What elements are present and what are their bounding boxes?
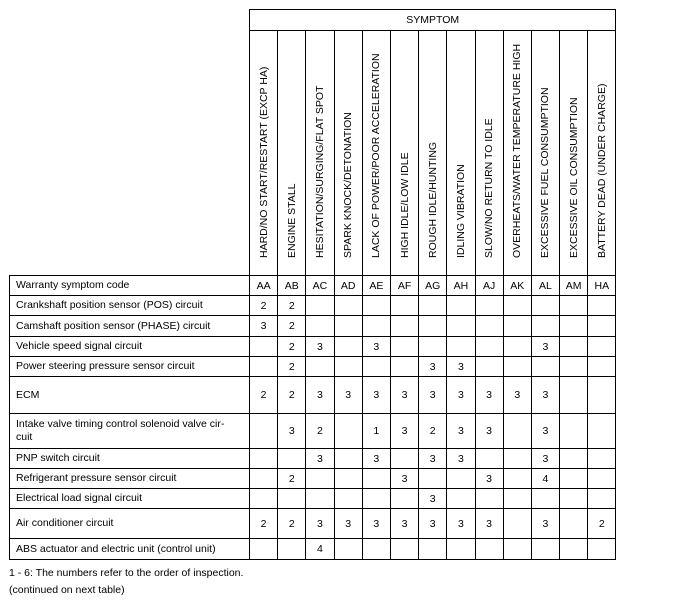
inspection-order-cell: 3 <box>447 509 475 539</box>
table-row <box>10 509 616 539</box>
inspection-order-cell <box>588 377 616 414</box>
table-row <box>10 469 616 489</box>
inspection-order-cell: 3 <box>362 509 390 539</box>
inspection-order-cell <box>334 469 362 489</box>
row-label: Power steering pressure sensor circuit <box>10 357 250 377</box>
table-row <box>10 337 616 357</box>
symptom-column-header <box>250 31 278 276</box>
inspection-order-cell <box>334 539 362 560</box>
symptom-column-header <box>278 31 306 276</box>
inspection-order-cell: 2 <box>278 316 306 337</box>
inspection-order-cell <box>503 469 531 489</box>
inspection-order-cell <box>390 449 418 469</box>
symptom-column-header <box>419 31 447 276</box>
inspection-order-cell <box>560 337 588 357</box>
symptom-name: BATTERY DEAD (UNDER CHARGE) <box>595 83 608 258</box>
inspection-order-cell <box>390 357 418 377</box>
inspection-order-cell: 2 <box>278 377 306 414</box>
symptom-name: OVERHEATS/WATER TEMPERATURE HIGH <box>511 43 524 258</box>
inspection-order-cell: 3 <box>390 509 418 539</box>
continued-footnote: (continued on next table) <box>9 584 125 596</box>
inspection-order-cell <box>531 316 559 337</box>
inspection-order-cell: 2 <box>250 377 278 414</box>
symptom-column-header <box>447 31 475 276</box>
inspection-order-cell <box>447 539 475 560</box>
inspection-order-cell <box>390 296 418 316</box>
inspection-order-cell: 3 <box>419 357 447 377</box>
inspection-order-cell: 2 <box>278 469 306 489</box>
symptom-name: HARD/NO START/RESTART (EXCP HA) <box>257 66 270 258</box>
inspection-order-cell: 2 <box>278 296 306 316</box>
inspection-order-cell <box>419 337 447 357</box>
inspection-order-cell: 3 <box>419 377 447 414</box>
inspection-order-cell: 3 <box>306 449 334 469</box>
inspection-order-cell <box>475 539 503 560</box>
inspection-order-cell: 3 <box>447 414 475 449</box>
symptom-name: SPARK KNOCK/DETONATION <box>342 112 355 258</box>
inspection-order-cell: 3 <box>447 357 475 377</box>
order-footnote: 1 - 6: The numbers refer to the order of inspection. <box>9 567 244 579</box>
inspection-order-cell <box>503 357 531 377</box>
inspection-order-cell <box>306 469 334 489</box>
inspection-order-cell: 3 <box>531 509 559 539</box>
inspection-order-cell <box>419 539 447 560</box>
inspection-order-cell <box>475 296 503 316</box>
inspection-order-cell: 1 <box>362 414 390 449</box>
inspection-order-cell <box>560 357 588 377</box>
inspection-order-cell: 3 <box>250 316 278 337</box>
inspection-order-cell <box>503 449 531 469</box>
inspection-order-cell: 3 <box>334 509 362 539</box>
symptom-name: ENGINE STALL <box>285 183 298 258</box>
inspection-order-cell <box>475 489 503 509</box>
symptom-code: AD <box>334 276 362 296</box>
inspection-order-cell <box>334 357 362 377</box>
warranty-code-label: Warranty symptom code <box>10 276 250 296</box>
inspection-order-cell <box>531 489 559 509</box>
symptom-name: IDLING VIBRATION <box>454 164 467 258</box>
symptom-name: SLOW/NO RETURN TO IDLE <box>483 118 496 258</box>
symptom-code: AH <box>447 276 475 296</box>
table-row <box>10 296 616 316</box>
corner-blank <box>10 10 250 276</box>
inspection-order-cell <box>362 357 390 377</box>
inspection-order-cell <box>531 357 559 377</box>
symptom-column-header <box>475 31 503 276</box>
inspection-order-cell <box>588 414 616 449</box>
inspection-order-cell <box>390 316 418 337</box>
symptom-name: EXCESSIVE FUEL CONSUMPTION <box>539 87 552 258</box>
inspection-order-cell: 4 <box>531 469 559 489</box>
inspection-order-cell: 3 <box>475 509 503 539</box>
inspection-order-cell <box>503 296 531 316</box>
symptom-column-header <box>588 31 616 276</box>
inspection-order-cell: 3 <box>390 469 418 489</box>
inspection-order-cell: 2 <box>278 337 306 357</box>
inspection-order-cell: 4 <box>306 539 334 560</box>
inspection-order-cell <box>250 539 278 560</box>
symptom-column-header <box>531 31 559 276</box>
inspection-order-cell: 3 <box>447 449 475 469</box>
inspection-order-cell <box>362 296 390 316</box>
row-label: PNP switch circuit <box>10 449 250 469</box>
symptom-code: AL <box>531 276 559 296</box>
symptom-name: ROUGH IDLE/HUNTING <box>426 141 439 258</box>
inspection-order-cell <box>503 509 531 539</box>
inspection-order-cell <box>390 539 418 560</box>
inspection-order-cell <box>588 296 616 316</box>
inspection-order-cell <box>588 337 616 357</box>
inspection-order-cell <box>334 337 362 357</box>
inspection-order-cell <box>447 469 475 489</box>
inspection-order-cell: 3 <box>334 377 362 414</box>
inspection-order-cell: 3 <box>362 337 390 357</box>
inspection-order-cell <box>560 449 588 469</box>
inspection-order-cell <box>250 489 278 509</box>
symptom-name: LACK OF POWER/POOR ACCELERATION <box>370 53 383 258</box>
inspection-order-cell <box>447 489 475 509</box>
inspection-order-cell <box>588 489 616 509</box>
inspection-order-cell: 2 <box>278 357 306 377</box>
row-label: Crankshaft position sensor (POS) circuit <box>10 296 250 316</box>
table-row <box>10 539 616 560</box>
inspection-order-cell: 3 <box>503 377 531 414</box>
row-label: ABS actuator and electric unit (control unit) <box>10 539 250 560</box>
inspection-order-cell: 3 <box>531 337 559 357</box>
inspection-order-cell <box>588 449 616 469</box>
inspection-order-cell: 3 <box>447 377 475 414</box>
inspection-order-cell <box>503 316 531 337</box>
inspection-order-cell <box>250 414 278 449</box>
symptom-column-header <box>503 31 531 276</box>
inspection-order-cell: 2 <box>250 296 278 316</box>
inspection-order-cell <box>306 316 334 337</box>
inspection-order-cell <box>531 296 559 316</box>
symptom-code: AF <box>390 276 418 296</box>
table-row <box>10 449 616 469</box>
inspection-order-cell: 3 <box>362 377 390 414</box>
inspection-order-cell: 3 <box>362 449 390 469</box>
inspection-order-cell <box>447 337 475 357</box>
inspection-order-cell <box>278 449 306 469</box>
inspection-order-cell <box>362 469 390 489</box>
inspection-order-cell <box>475 337 503 357</box>
symptom-column-header <box>306 31 334 276</box>
inspection-order-cell <box>560 296 588 316</box>
inspection-order-cell <box>588 316 616 337</box>
inspection-order-cell: 3 <box>475 377 503 414</box>
symptom-code: AJ <box>475 276 503 296</box>
row-label: Refrigerant pressure sensor circuit <box>10 469 250 489</box>
inspection-order-cell: 3 <box>475 414 503 449</box>
symptom-header: SYMPTOM <box>250 10 616 31</box>
inspection-order-cell <box>250 357 278 377</box>
inspection-order-cell: 2 <box>306 414 334 449</box>
symptom-column-header <box>362 31 390 276</box>
symptom-code: AA <box>250 276 278 296</box>
inspection-order-cell <box>503 489 531 509</box>
inspection-order-cell <box>362 539 390 560</box>
row-label: Vehicle speed signal circuit <box>10 337 250 357</box>
inspection-order-cell: 3 <box>306 377 334 414</box>
symptom-code: AE <box>362 276 390 296</box>
row-label: Intake valve timing control solenoid valve cir- cuit <box>10 414 250 449</box>
inspection-order-cell <box>475 357 503 377</box>
symptom-code: HA <box>588 276 616 296</box>
inspection-order-cell <box>503 539 531 560</box>
inspection-order-cell: 3 <box>419 449 447 469</box>
inspection-order-cell <box>306 296 334 316</box>
inspection-order-cell: 3 <box>390 414 418 449</box>
inspection-order-cell <box>588 469 616 489</box>
inspection-order-cell <box>560 509 588 539</box>
inspection-order-cell: 3 <box>278 414 306 449</box>
row-label: Air conditioner circuit <box>10 509 250 539</box>
inspection-order-cell <box>588 539 616 560</box>
inspection-order-cell <box>588 357 616 377</box>
symptom-code: AM <box>560 276 588 296</box>
row-label: ECM <box>10 377 250 414</box>
warranty-code-row <box>10 276 616 296</box>
inspection-order-cell <box>503 414 531 449</box>
inspection-order-cell <box>447 296 475 316</box>
symptom-code: AB <box>278 276 306 296</box>
symptom-column-header <box>390 31 418 276</box>
inspection-order-cell <box>250 469 278 489</box>
symptom-name: HIGH IDLE/LOW IDLE <box>398 152 411 258</box>
inspection-order-cell <box>475 449 503 469</box>
symptom-name: EXCESSIVE OIL CONSUMPTION <box>567 97 580 258</box>
inspection-order-cell: 3 <box>390 377 418 414</box>
inspection-order-cell <box>278 539 306 560</box>
inspection-order-cell: 3 <box>306 337 334 357</box>
table-row <box>10 489 616 509</box>
inspection-order-cell <box>475 316 503 337</box>
inspection-order-cell <box>334 449 362 469</box>
inspection-order-cell <box>334 296 362 316</box>
inspection-order-cell <box>447 316 475 337</box>
inspection-order-cell <box>560 316 588 337</box>
inspection-order-cell <box>250 337 278 357</box>
inspection-order-cell <box>419 296 447 316</box>
inspection-order-cell: 3 <box>306 509 334 539</box>
inspection-order-cell: 3 <box>419 509 447 539</box>
inspection-order-cell <box>560 489 588 509</box>
symptom-column-header <box>334 31 362 276</box>
inspection-order-cell <box>503 337 531 357</box>
symptom-column-header <box>560 31 588 276</box>
inspection-order-cell <box>419 469 447 489</box>
inspection-order-cell: 3 <box>419 489 447 509</box>
inspection-order-cell: 2 <box>250 509 278 539</box>
inspection-order-cell <box>334 316 362 337</box>
inspection-order-cell: 2 <box>419 414 447 449</box>
table-row <box>10 377 616 414</box>
inspection-order-cell <box>560 377 588 414</box>
inspection-order-cell <box>306 357 334 377</box>
inspection-order-cell <box>560 414 588 449</box>
inspection-order-cell <box>334 414 362 449</box>
symptom-code: AK <box>503 276 531 296</box>
inspection-order-cell <box>531 539 559 560</box>
inspection-order-cell: 3 <box>531 449 559 469</box>
row-label: Electrical load signal circuit <box>10 489 250 509</box>
inspection-order-cell <box>560 539 588 560</box>
symptom-code: AC <box>306 276 334 296</box>
table-row <box>10 414 616 449</box>
inspection-order-cell: 2 <box>278 509 306 539</box>
inspection-order-cell <box>306 489 334 509</box>
table-row <box>10 316 616 337</box>
inspection-order-cell: 3 <box>531 414 559 449</box>
table-row <box>10 357 616 377</box>
inspection-order-cell <box>278 489 306 509</box>
inspection-order-cell <box>250 449 278 469</box>
inspection-order-cell <box>362 489 390 509</box>
inspection-order-cell <box>390 489 418 509</box>
row-label: Camshaft position sensor (PHASE) circuit <box>10 316 250 337</box>
symptom-name: HESITATION/SURGING/FLAT SPOT <box>313 85 326 258</box>
inspection-order-cell <box>560 469 588 489</box>
symptom-table <box>9 9 616 560</box>
inspection-order-cell <box>419 316 447 337</box>
inspection-order-cell <box>390 337 418 357</box>
inspection-order-cell <box>362 316 390 337</box>
inspection-order-cell: 3 <box>475 469 503 489</box>
symptom-code: AG <box>419 276 447 296</box>
inspection-order-cell: 3 <box>531 377 559 414</box>
inspection-order-cell: 2 <box>588 509 616 539</box>
inspection-order-cell <box>334 489 362 509</box>
